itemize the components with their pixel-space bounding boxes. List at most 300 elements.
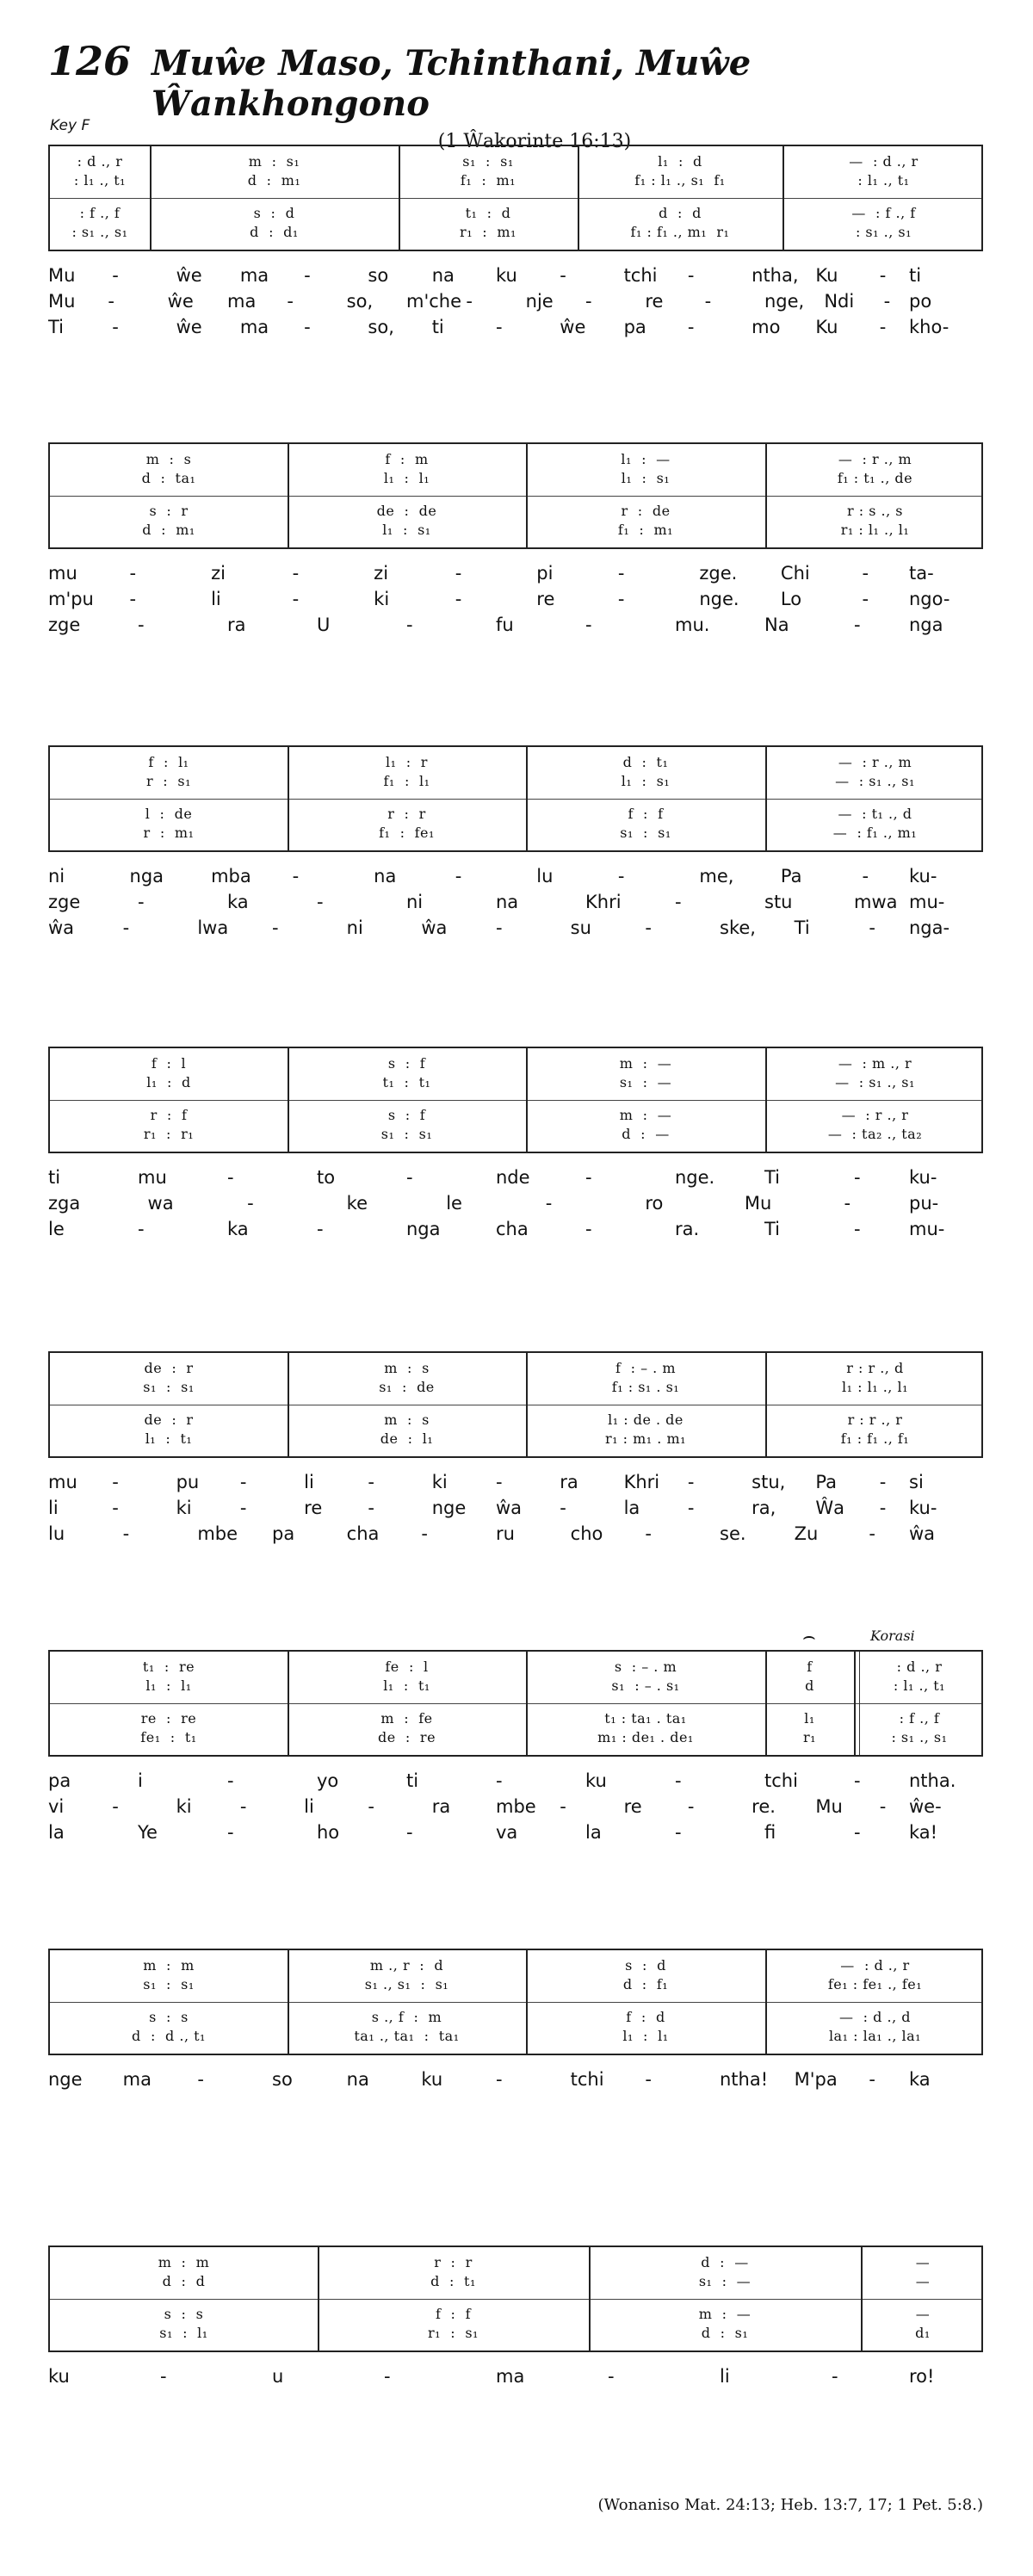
note-group: s₁ : – . s₁ bbox=[611, 1677, 680, 1694]
lyric-line bbox=[48, 892, 983, 917]
note-group: f : l₁ bbox=[148, 754, 189, 770]
note-group: s₁ : l₁ bbox=[159, 2325, 208, 2341]
lyric-syllable: i bbox=[138, 1770, 143, 1791]
staff bbox=[48, 1650, 983, 1757]
note-group: de : de bbox=[376, 503, 437, 519]
note-group: : d ., r bbox=[896, 1659, 943, 1675]
lyrics-block bbox=[48, 1770, 983, 1853]
lyric-line bbox=[48, 1167, 983, 1193]
lyric-syllable: - bbox=[879, 1498, 887, 1518]
lyric-syllable: - bbox=[227, 1822, 234, 1843]
lyric-syllable: na bbox=[431, 265, 455, 286]
title-line bbox=[48, 38, 987, 124]
lyric-syllable: - bbox=[122, 917, 130, 938]
lyric-syllable: m'pu bbox=[48, 589, 94, 609]
lyric-syllable: nge bbox=[48, 2069, 83, 2090]
note-group: l₁ : l₁ bbox=[622, 2028, 669, 2044]
note-group: d : t₁ bbox=[430, 2273, 476, 2289]
note-group: m : fe bbox=[380, 1710, 433, 1727]
barline bbox=[318, 2247, 319, 2351]
note-group: de : r bbox=[144, 1412, 194, 1428]
lyric-syllable: stu, bbox=[752, 1472, 786, 1492]
note-group: — bbox=[915, 2254, 931, 2270]
lyric-syllable: - bbox=[862, 866, 869, 886]
lyric-syllable: ro bbox=[645, 1193, 664, 1214]
note-group: m : s bbox=[384, 1360, 430, 1376]
lyric-syllable: pa bbox=[272, 1523, 295, 1544]
note-group: de : re bbox=[377, 1729, 436, 1745]
note-group: : f ., f bbox=[79, 205, 121, 221]
lyric-syllable: re. bbox=[752, 1796, 776, 1817]
lyric-syllable: pu bbox=[176, 1472, 200, 1492]
lyric-syllable: - bbox=[247, 1193, 254, 1214]
lyric-syllable: - bbox=[854, 615, 861, 635]
lyric-syllable: - bbox=[704, 291, 712, 312]
lyric-syllable: so bbox=[272, 2069, 293, 2090]
note-group: la₁ : la₁ ., la₁ bbox=[828, 2028, 922, 2044]
lyric-syllable: - bbox=[292, 563, 300, 584]
barline bbox=[399, 146, 400, 250]
lyric-syllable: Ye bbox=[138, 1822, 158, 1843]
lyric-syllable: mu. bbox=[675, 615, 710, 635]
note-group: r : r ., d bbox=[846, 1360, 904, 1376]
note-group: l₁ : de . de bbox=[608, 1412, 684, 1428]
note-group: d₁ bbox=[915, 2325, 931, 2341]
note-group: r : r ., r bbox=[847, 1412, 903, 1428]
lyric-syllable: kho- bbox=[909, 317, 949, 337]
lyric-syllable: ra bbox=[227, 615, 246, 635]
lyric-syllable: ra bbox=[560, 1472, 578, 1492]
note-group: — : r ., m bbox=[838, 451, 912, 467]
lyric-syllable: ma bbox=[227, 291, 257, 312]
lyric-syllable: li bbox=[720, 2366, 730, 2387]
lyric-syllable: pi bbox=[536, 563, 554, 584]
lyric-syllable: U bbox=[317, 615, 331, 635]
lyric-syllable: lu bbox=[48, 1523, 65, 1544]
barline bbox=[861, 2247, 863, 2351]
note-group: : l₁ ., t₁ bbox=[73, 172, 127, 188]
scripture-reference: (1 Ŵakorinte 16:13) bbox=[437, 131, 632, 152]
lyric-syllable: - bbox=[844, 1193, 851, 1214]
note-group: s₁ ., s₁ : s₁ bbox=[364, 1976, 449, 1992]
lyric-syllable: re bbox=[304, 1498, 323, 1518]
lyric-syllable: ra, bbox=[752, 1498, 776, 1518]
lyric-line bbox=[48, 2069, 983, 2095]
lyric-syllable: - bbox=[368, 1796, 374, 1817]
lyric-syllable: - bbox=[545, 1193, 553, 1214]
lyric-syllable: - bbox=[112, 317, 119, 337]
staff bbox=[48, 442, 983, 549]
note-group: fe : l bbox=[385, 1659, 429, 1675]
barline bbox=[589, 2247, 591, 2351]
lyric-syllable: la bbox=[585, 1822, 602, 1843]
lyric-syllable: va bbox=[496, 1822, 518, 1843]
lyric-syllable: si bbox=[909, 1472, 924, 1492]
lyric-syllable: - bbox=[455, 589, 462, 609]
lyric-syllable: - bbox=[406, 1167, 413, 1188]
lyric-syllable: ka bbox=[909, 2069, 931, 2090]
barline bbox=[288, 1048, 289, 1152]
lyrics-block bbox=[48, 866, 983, 948]
barline bbox=[578, 146, 579, 250]
note-group: s₁ : de bbox=[379, 1379, 435, 1395]
lyric-syllable: - bbox=[687, 1796, 695, 1817]
note-group: : f ., f bbox=[899, 1710, 940, 1727]
lyric-syllable: su bbox=[570, 917, 591, 938]
staff bbox=[48, 745, 983, 852]
lyric-syllable: li bbox=[304, 1796, 314, 1817]
lyric-syllable: - bbox=[617, 563, 625, 584]
hymn-header bbox=[48, 38, 987, 152]
lyric-syllable: ŵe- bbox=[909, 1796, 942, 1817]
lyric-syllable: - bbox=[854, 1167, 861, 1188]
lyric-line bbox=[48, 589, 983, 615]
lyric-syllable: - bbox=[455, 866, 462, 886]
lyric-syllable: ka bbox=[227, 1219, 249, 1239]
lyric-syllable: cha bbox=[346, 1523, 380, 1544]
note-group: m : s₁ bbox=[248, 153, 300, 170]
note-group: r₁ : l₁ ., l₁ bbox=[840, 522, 910, 538]
lyric-syllable: ŵe bbox=[167, 291, 194, 312]
staff-divider bbox=[50, 799, 981, 800]
note-group: f₁ : m₁ bbox=[460, 172, 516, 188]
note-group: — : r ., m bbox=[838, 754, 912, 770]
lyric-syllable: - bbox=[292, 866, 300, 886]
lyric-syllable: - bbox=[496, 2069, 503, 2090]
lyric-syllable: - bbox=[832, 2366, 838, 2387]
lyric-syllable: Ku bbox=[815, 265, 838, 286]
lyric-syllable: - bbox=[862, 563, 869, 584]
lyric-line bbox=[48, 1822, 983, 1848]
lyric-syllable: zga bbox=[48, 1193, 81, 1214]
note-group: re : re bbox=[140, 1710, 197, 1727]
note-group: r : r bbox=[387, 806, 426, 822]
lyric-syllable: M'pa bbox=[794, 2069, 838, 2090]
lyric-syllable: - bbox=[687, 317, 695, 337]
note-group: d : — bbox=[701, 2254, 749, 2270]
lyric-syllable: nge. bbox=[675, 1167, 715, 1188]
lyric-syllable: zi bbox=[374, 563, 389, 584]
note-group: m : — bbox=[619, 1107, 672, 1123]
lyric-syllable: Mu bbox=[48, 265, 76, 286]
note-group: s : s bbox=[164, 2306, 204, 2322]
barline bbox=[526, 1652, 528, 1755]
lyric-syllable: - bbox=[129, 563, 137, 584]
lyric-syllable: - bbox=[112, 1796, 119, 1817]
lyric-syllable: ta- bbox=[909, 563, 934, 584]
barline bbox=[288, 747, 289, 850]
barline bbox=[854, 1652, 856, 1755]
lyric-syllable: - bbox=[585, 1167, 592, 1188]
fermata-icon: ⌢ bbox=[802, 1624, 816, 1648]
lyric-syllable: ku bbox=[585, 1770, 607, 1791]
lyric-syllable: - bbox=[272, 917, 279, 938]
lyric-syllable: ma bbox=[239, 317, 269, 337]
lyric-syllable: ŵa bbox=[48, 917, 75, 938]
key-signature: Key F bbox=[50, 117, 90, 134]
barline bbox=[288, 1652, 289, 1755]
lyric-line bbox=[48, 1219, 983, 1245]
note-group: — bbox=[915, 2273, 931, 2289]
lyric-syllable: - bbox=[645, 917, 652, 938]
note-group: — : f₁ ., m₁ bbox=[832, 825, 918, 841]
note-group: f₁ : f₁ ., f₁ bbox=[840, 1430, 910, 1447]
note-group: l₁ : d bbox=[658, 153, 702, 170]
note-group: r : s ., s bbox=[847, 503, 903, 519]
note-group: d : ta₁ bbox=[141, 470, 196, 486]
lyric-syllable: ntha! bbox=[720, 2069, 769, 2090]
lyric-syllable: - bbox=[455, 563, 462, 584]
lyric-syllable: ni bbox=[48, 866, 65, 886]
lyric-syllable: - bbox=[687, 265, 695, 286]
staff bbox=[48, 145, 983, 251]
lyric-line bbox=[48, 1498, 983, 1523]
lyric-syllable: li bbox=[304, 1472, 314, 1492]
barline bbox=[526, 1048, 528, 1152]
lyric-syllable: Khri bbox=[623, 1472, 660, 1492]
lyric-syllable: ŵe bbox=[560, 317, 586, 337]
music-system bbox=[48, 442, 983, 646]
note-group: l₁ : l₁ bbox=[145, 1677, 192, 1694]
lyric-syllable: - bbox=[239, 1498, 247, 1518]
barline bbox=[765, 1950, 767, 2054]
lyric-line bbox=[48, 2366, 983, 2392]
note-group: m : s bbox=[145, 451, 192, 467]
lyrics-block bbox=[48, 265, 983, 348]
lyrics-block bbox=[48, 563, 983, 646]
lyric-syllable: nga- bbox=[909, 917, 950, 938]
lyric-syllable: me, bbox=[699, 866, 734, 886]
note-group: s₁ : s₁ bbox=[620, 825, 671, 841]
lyric-syllable: nga bbox=[909, 615, 943, 635]
lyric-syllable: ke bbox=[346, 1193, 368, 1214]
barline bbox=[765, 1652, 767, 1755]
note-group: l₁ : s₁ bbox=[382, 522, 431, 538]
lyric-syllable: fi bbox=[764, 1822, 776, 1843]
lyric-syllable: pa bbox=[48, 1770, 71, 1791]
lyric-syllable: Ti bbox=[794, 917, 810, 938]
barline bbox=[782, 146, 784, 250]
lyric-syllable: ntha. bbox=[909, 1770, 956, 1791]
lyrics-block bbox=[48, 2069, 983, 2152]
note-group: d : f₁ bbox=[622, 1976, 669, 1992]
korasi-label: Korasi bbox=[870, 1628, 915, 1644]
barline bbox=[526, 747, 528, 850]
lyric-syllable: po bbox=[909, 291, 932, 312]
lyric-syllable: ma bbox=[122, 2069, 152, 2090]
lyric-syllable: - bbox=[112, 1472, 119, 1492]
lyric-syllable: nga bbox=[129, 866, 164, 886]
note-group: s₁ : s₁ bbox=[462, 153, 514, 170]
lyric-syllable: mu- bbox=[909, 892, 945, 912]
lyric-syllable: - bbox=[138, 1219, 145, 1239]
note-group: s₁ : s₁ bbox=[143, 1379, 195, 1395]
hymn-title: Muŵe Maso, Tchinthani, Muŵe Ŵankhongono bbox=[152, 43, 752, 124]
lyric-syllable: ti bbox=[431, 317, 444, 337]
lyric-syllable: la bbox=[48, 1822, 65, 1843]
lyric-syllable: mu- bbox=[909, 1219, 945, 1239]
note-group: s₁ : — bbox=[698, 2273, 752, 2289]
lyric-syllable: ku bbox=[421, 2069, 443, 2090]
lyric-syllable: - bbox=[496, 317, 503, 337]
note-group: d : m₁ bbox=[247, 172, 301, 188]
lyric-syllable: ki bbox=[374, 589, 390, 609]
lyric-syllable: lu bbox=[536, 866, 554, 886]
barline bbox=[150, 146, 152, 250]
lyric-syllable: tchi bbox=[570, 2069, 604, 2090]
lyric-syllable: ske, bbox=[720, 917, 756, 938]
lyric-syllable: - bbox=[239, 1472, 247, 1492]
staff-divider bbox=[50, 198, 981, 199]
lyric-syllable: so bbox=[368, 265, 389, 286]
lyric-syllable: ntha, bbox=[752, 265, 799, 286]
lyric-syllable: mbe bbox=[197, 1523, 238, 1544]
lyrics-block bbox=[48, 2366, 983, 2449]
lyric-syllable: Lo bbox=[780, 589, 802, 609]
note-group: d : m₁ bbox=[142, 522, 195, 538]
lyric-syllable: le bbox=[48, 1219, 65, 1239]
note-group: f₁ : t₁ ., de bbox=[837, 470, 913, 486]
barline bbox=[526, 444, 528, 547]
lyric-syllable: to bbox=[317, 1167, 336, 1188]
note-group: m : s bbox=[384, 1412, 430, 1428]
lyric-syllable: Ndi bbox=[824, 291, 855, 312]
lyric-syllable: - bbox=[585, 291, 592, 312]
note-group: d bbox=[805, 1677, 814, 1694]
note-group: r₁ bbox=[802, 1729, 817, 1745]
note-group: f₁ : m₁ bbox=[617, 522, 674, 538]
barline bbox=[288, 1353, 289, 1456]
note-group: : s₁ ., s₁ bbox=[71, 224, 128, 240]
lyric-syllable: Chi bbox=[780, 563, 810, 584]
lyric-syllable: ka bbox=[227, 892, 249, 912]
note-group: — : ta₂ ., ta₂ bbox=[827, 1126, 923, 1142]
note-group: de : r bbox=[144, 1360, 194, 1376]
note-group: d : — bbox=[622, 1126, 670, 1142]
lyric-syllable: - bbox=[108, 291, 114, 312]
note-group: s : r bbox=[149, 503, 189, 519]
note-group: s₁ : — bbox=[619, 1074, 672, 1090]
note-group: s : f bbox=[387, 1107, 426, 1123]
lyric-syllable: - bbox=[617, 866, 625, 886]
note-group: r₁ : s₁ bbox=[428, 2325, 479, 2341]
note-group: f bbox=[807, 1659, 813, 1675]
lyric-syllable: mba bbox=[211, 866, 251, 886]
lyric-syllable: - bbox=[406, 1822, 413, 1843]
lyric-syllable: - bbox=[645, 1523, 652, 1544]
staff bbox=[48, 2246, 983, 2352]
music-system bbox=[48, 745, 983, 948]
note-group: t₁ : ta₁ . ta₁ bbox=[604, 1710, 687, 1727]
lyric-syllable: nje bbox=[525, 291, 554, 312]
lyric-syllable: ru bbox=[496, 1523, 515, 1544]
lyric-syllable: na bbox=[496, 892, 519, 912]
note-group: l₁ : r bbox=[386, 754, 428, 770]
lyric-line bbox=[48, 1523, 983, 1549]
music-system bbox=[48, 2246, 983, 2449]
note-group: m : m bbox=[143, 1957, 195, 1974]
lyric-syllable: lwa bbox=[197, 917, 229, 938]
lyric-syllable: li bbox=[48, 1498, 59, 1518]
staff bbox=[48, 1949, 983, 2055]
double-barline bbox=[859, 1652, 860, 1755]
note-group: — : s₁ ., s₁ bbox=[835, 1074, 915, 1090]
note-group: s : – . m bbox=[614, 1659, 677, 1675]
lyric-syllable: - bbox=[879, 265, 887, 286]
staff bbox=[48, 1351, 983, 1458]
lyric-syllable: vi bbox=[48, 1796, 65, 1817]
lyric-syllable: nge, bbox=[764, 291, 805, 312]
lyric-syllable: cho bbox=[570, 1523, 603, 1544]
note-group: — : f ., f bbox=[851, 205, 916, 221]
lyric-syllable: - bbox=[617, 589, 625, 609]
note-group: l₁ : — bbox=[621, 451, 671, 467]
lyric-syllable: - bbox=[675, 1770, 682, 1791]
lyric-syllable: - bbox=[227, 1770, 234, 1791]
lyric-syllable: Mu bbox=[815, 1796, 843, 1817]
note-group: — : d ., r bbox=[840, 1957, 910, 1974]
lyric-syllable: - bbox=[675, 1822, 682, 1843]
lyric-syllable: - bbox=[585, 615, 592, 635]
note-group: — : t₁ ., d bbox=[838, 806, 912, 822]
lyric-syllable: - bbox=[645, 2069, 652, 2090]
barline bbox=[526, 1950, 528, 2054]
lyric-syllable: wa bbox=[147, 1193, 174, 1214]
lyric-syllable: ma bbox=[496, 2366, 525, 2387]
lyric-syllable: - bbox=[560, 265, 566, 286]
staff-divider bbox=[50, 1703, 981, 1704]
note-group: f : f bbox=[435, 2306, 472, 2322]
lyric-syllable: fu bbox=[496, 615, 514, 635]
note-group: l₁ : s₁ bbox=[621, 470, 671, 486]
note-group: l₁ bbox=[804, 1710, 815, 1727]
lyric-syllable: Ŵa bbox=[815, 1498, 845, 1518]
lyric-syllable: ti bbox=[48, 1167, 61, 1188]
lyric-syllable: - bbox=[129, 589, 137, 609]
lyric-syllable: pa bbox=[623, 317, 646, 337]
lyric-syllable: - bbox=[862, 589, 869, 609]
music-system bbox=[48, 145, 983, 348]
note-group: l₁ : d bbox=[146, 1074, 191, 1090]
note-group: r : m₁ bbox=[143, 825, 195, 841]
lyric-syllable: Mu bbox=[48, 291, 76, 312]
note-group: d : s₁ bbox=[701, 2325, 749, 2341]
note-group: r : r bbox=[434, 2254, 473, 2270]
lyric-syllable: ti bbox=[909, 265, 922, 286]
lyric-syllable: - bbox=[496, 1472, 503, 1492]
lyric-syllable: mwa bbox=[854, 892, 898, 912]
note-group: — : s₁ ., s₁ bbox=[835, 773, 915, 789]
staff-divider bbox=[50, 2002, 981, 2003]
lyric-syllable: - bbox=[406, 615, 413, 635]
lyric-syllable: ro! bbox=[909, 2366, 935, 2387]
lyric-syllable: Ti bbox=[764, 1167, 781, 1188]
lyric-line bbox=[48, 615, 983, 640]
lyric-syllable: ku- bbox=[909, 1498, 937, 1518]
lyric-syllable: tchi bbox=[623, 265, 658, 286]
note-group: t₁ : d bbox=[465, 205, 511, 221]
lyric-syllable: - bbox=[122, 1523, 130, 1544]
note-group: m ., r : d bbox=[369, 1957, 444, 1974]
note-group: de : l₁ bbox=[380, 1430, 434, 1447]
lyric-syllable: - bbox=[138, 892, 145, 912]
lyric-syllable: ti bbox=[406, 1770, 419, 1791]
barline bbox=[765, 1048, 767, 1152]
lyric-syllable: tchi bbox=[764, 1770, 798, 1791]
lyric-syllable: ngo- bbox=[909, 589, 950, 609]
note-group: f₁ : l₁ bbox=[383, 773, 430, 789]
lyric-line bbox=[48, 917, 983, 943]
